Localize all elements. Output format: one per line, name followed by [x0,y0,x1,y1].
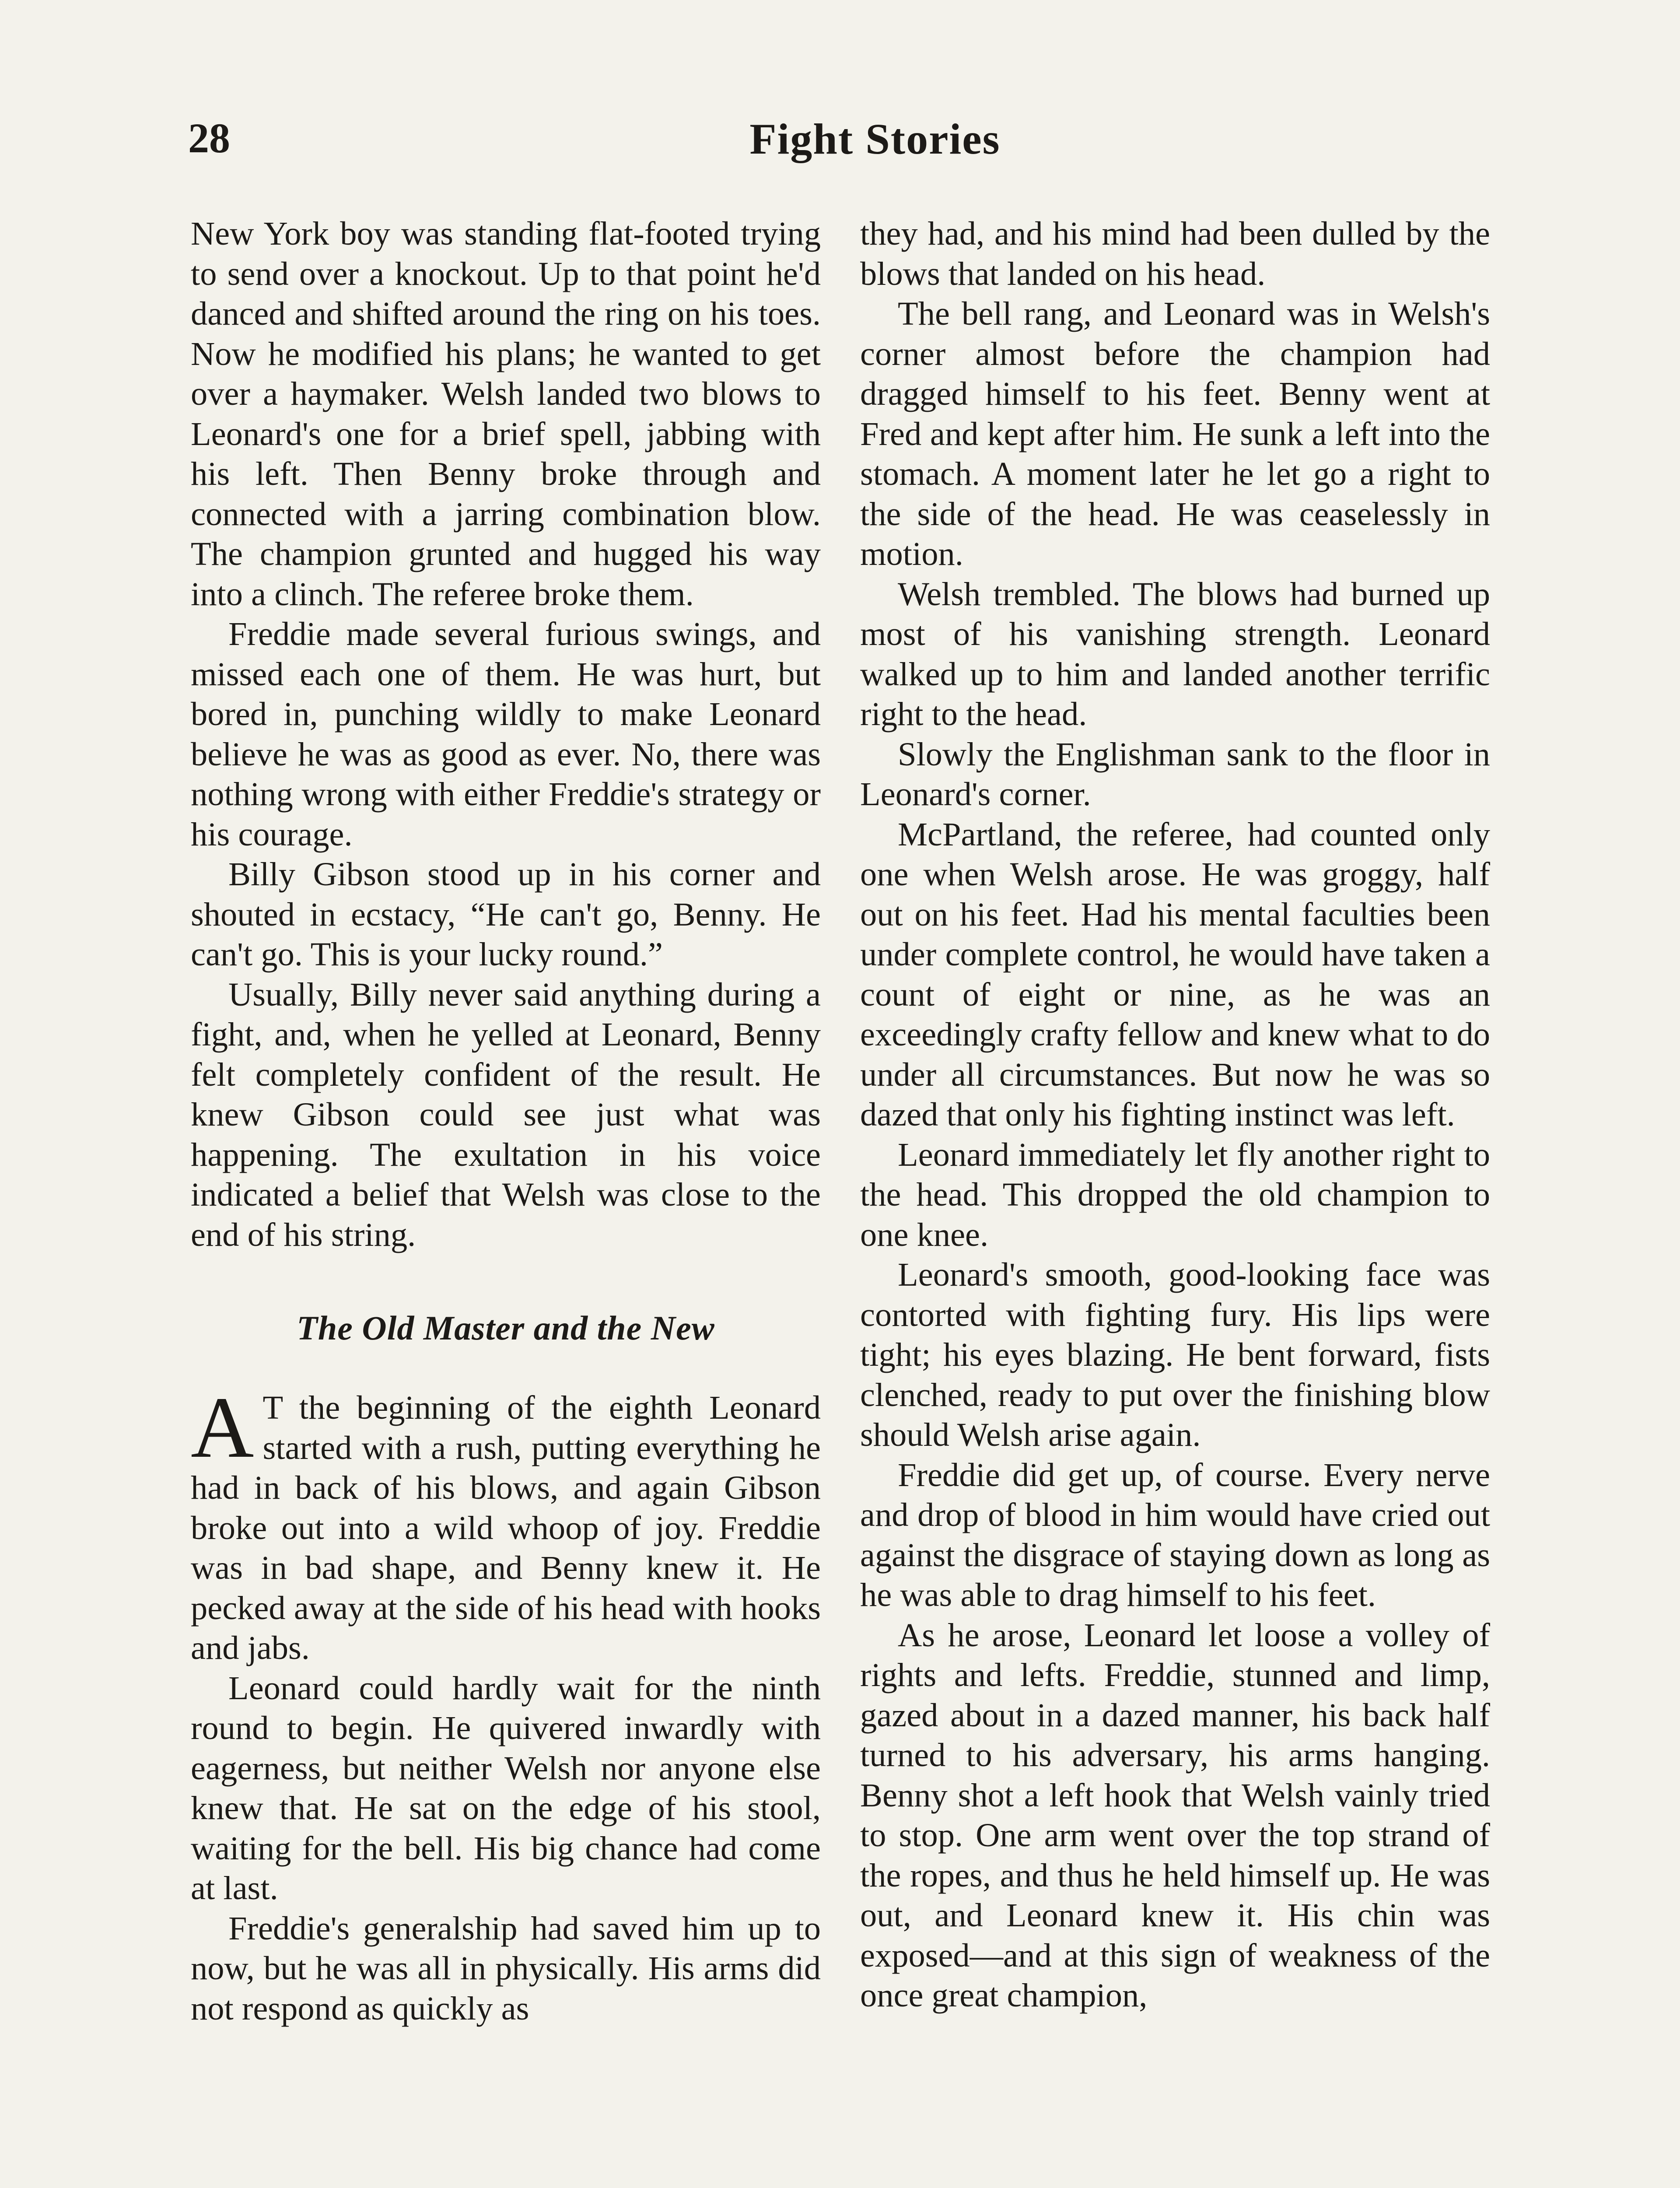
drop-cap-paragraph [191,1379,821,1668]
paragraph: New York boy was standing flat-footed trying to send over a knockout. Up to that point he'd danced and shifted around the ring on his toes. Now he modified his plans; he wanted to get over a haymaker. Welsh landed two blows to Leonard's one for a brief spell, jabbing with his left. Then Benny broke through and connected with a jarring combination blow. The champion grunted and hugged his way into a clinch. The referee broke them. [191,215,821,613]
paragraph: Freddie did get up, of course. Every nerve and drop of blood in him would have cried out against the disgrace of staying down as long as he was able to drag himself to his feet. [860,1456,1490,1613]
section-heading: The Old Master and the New [297,1309,715,1347]
paragraph: Freddie made several furious swings, and missed each one of them. He was hurt, but bored in, punching wildly to make Leonard believe he was as good as ever. No, there was nothing wrong with either Freddie's strategy or his courage. [191,615,821,853]
drop-cap-letter: A [191,1379,254,1476]
paragraph: Usually, Billy never said anything during a fight, and, when he yelled at Leonard, Benny felt completely confident of the result. He knew Gibson could see just what was happening. The exultation in his voice indicated a belief that Welsh was close to the end of his string. [191,975,821,1253]
paragraph: they had, and his mind had been dulled by the blows that landed on his head. [860,215,1490,292]
paragraph: McPartland, the referee, had counted only one when Welsh arose. He was groggy, half out on his feet. Had his mental faculties been under complete control, he would have taken a count of eight or nine, as he was an exceedingly crafty fellow and knew what to do under all circumstances. But now he was so dazed that only his fighting instinct was left. [860,815,1490,1133]
paragraph: Freddie's generalship had saved him up to now, but he was all in physically. His arms did not respond as quickly as [191,1909,821,2027]
right-column [860,214,1490,2016]
paragraph: Leonard immediately let fly another right to the head. This dropped the old champion to one knee. [860,1136,1490,1253]
drop-cap-paragraph-text: T the beginning of the eighth Leonard started with a rush, putting everything he had in back of his blows, and again Gibson broke out into a wild whoop of joy. Freddie was in bad shape, and Benny knew it. He pecked away at the side of his head with hooks and jabs. [191,1389,821,1666]
paragraph: Slowly the Englishman sank to the floor in Leonard's corner. [860,735,1490,813]
running-title: Fight Stories [749,115,1001,163]
paragraph: Leonard could hardly wait for the ninth round to begin. He quivered inwardly with eagerness, but neither Welsh nor anyone else knew that. He sat on the edge of his stool, waiting for the bell. His big chance had come at last. [191,1669,821,1907]
left-column [191,214,821,2028]
paragraph: Billy Gibson stood up in his corner and shouted in ecstacy, “He can't go, Benny. He can't go. This is your lucky round.” [191,856,821,973]
paragraph: Leonard's smooth, good-looking face was contorted with fighting fury. His lips were tight; his eyes blazing. He bent forward, fists clenched, ready to put over the finishing blow should Welsh arise again. [860,1256,1490,1453]
page-number: 28 [188,115,230,161]
paragraph: As he arose, Leonard let loose a volley of rights and lefts. Freddie, stunned and limp, gazed about in a dazed manner, his back half turned to his adversary, his arms hanging. Benny shot a left hook that Welsh vainly tried to stop. One arm went over the top strand of the ropes, and thus he held himself up. He was out, and Leonard knew it. His chin was exposed—and at this sign of weakness of the once great champion, [860,1616,1490,2014]
paragraph: The bell rang, and Leonard was in Welsh's corner almost before the champion had dragged himself to his feet. Benny went at Fred and kept after him. He sunk a left into the stomach. A moment later he let go a right to the side of the head. He was ceaselessly in motion. [860,295,1490,572]
paragraph: Welsh trembled. The blows had burned up most of his vanishing strength. Leonard walked up to him and landed another terrific right to the head. [860,575,1490,733]
